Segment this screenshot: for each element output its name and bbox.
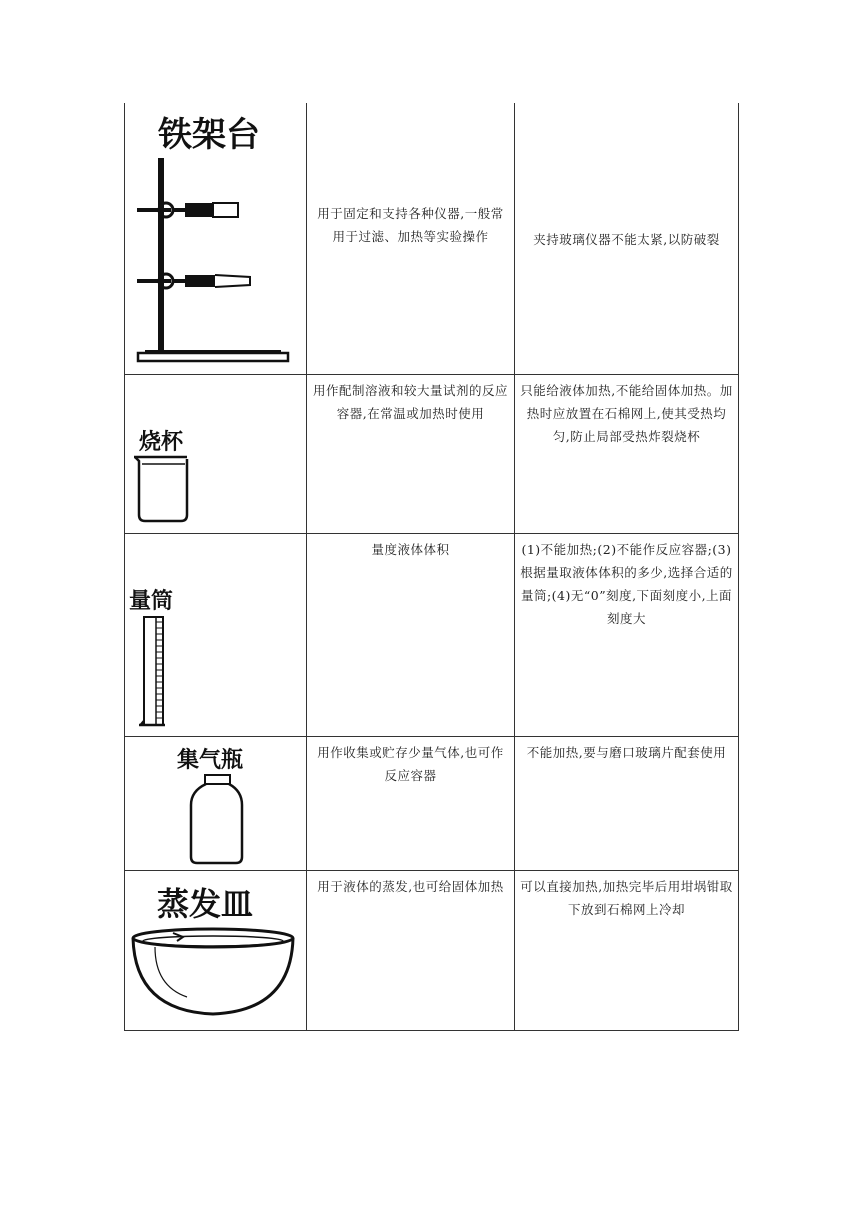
apparatus-note: 不能加热,要与磨口玻璃片配套使用 (526, 744, 727, 760)
apparatus-name: 蒸发皿 (157, 884, 254, 923)
apparatus-use-cell (307, 374, 515, 533)
apparatus-note: 可以直接加热,加热完毕后用坩埚钳取下放到石棉网上冷却 (520, 878, 733, 917)
evaporating-dish-icon (125, 871, 306, 1031)
apparatus-note-cell (515, 533, 739, 736)
apparatus-use: 用作收集或贮存少量气体,也可作反应容器 (317, 744, 504, 783)
apparatus-use: 用于固定和支持各种仪器,一般常用于过滤、加热等实验操作 (317, 206, 504, 244)
apparatus-image-cell (125, 533, 307, 736)
apparatus-use: 用作配制溶液和较大量试剂的反应容器,在常温或加热时使用 (312, 382, 508, 421)
apparatus-note-cell (515, 736, 739, 870)
apparatus-name: 集气瓶 (177, 747, 244, 773)
apparatus-image-cell (125, 870, 307, 1030)
apparatus-table (124, 103, 739, 1031)
apparatus-use-cell (307, 103, 515, 374)
table-row (125, 533, 739, 736)
apparatus-use: 量度液体体积 (371, 541, 450, 557)
table-row (125, 736, 739, 870)
apparatus-note-cell (515, 870, 739, 1030)
apparatus-name: 铁架台 (158, 115, 260, 155)
apparatus-use-cell (307, 736, 515, 870)
table-row (125, 870, 739, 1030)
apparatus-note-cell (515, 103, 739, 374)
apparatus-image-cell (125, 103, 307, 374)
iron-stand-icon (125, 103, 306, 374)
table-row (125, 374, 739, 533)
apparatus-note-cell (515, 374, 739, 533)
apparatus-note: (1)不能加热;(2)不能作反应容器;(3)根据量取液体体积的多少,选择合适的量筒;(4)无“0”刻度,下面刻度小,上面刻度大 (520, 541, 733, 626)
apparatus-image-cell (125, 374, 307, 533)
apparatus-name: 量筒 (129, 588, 174, 614)
gas-collecting-bottle-icon (125, 737, 306, 871)
apparatus-table-container (124, 103, 737, 1031)
graduated-cylinder-icon (125, 534, 306, 737)
apparatus-use-cell (307, 533, 515, 736)
apparatus-use: 用于液体的蒸发,也可给固体加热 (317, 878, 504, 894)
apparatus-use-cell (307, 870, 515, 1030)
table-row (125, 103, 739, 374)
apparatus-image-cell (125, 736, 307, 870)
apparatus-note: 只能给液体加热,不能给固体加热。加热时应放置在石棉网上,使其受热均匀,防止局部受热炸裂烧杯 (520, 382, 733, 444)
apparatus-note: 夹持玻璃仪器不能太紧,以防破裂 (533, 232, 720, 247)
apparatus-name: 烧杯 (139, 429, 184, 455)
beaker-icon (125, 375, 306, 534)
